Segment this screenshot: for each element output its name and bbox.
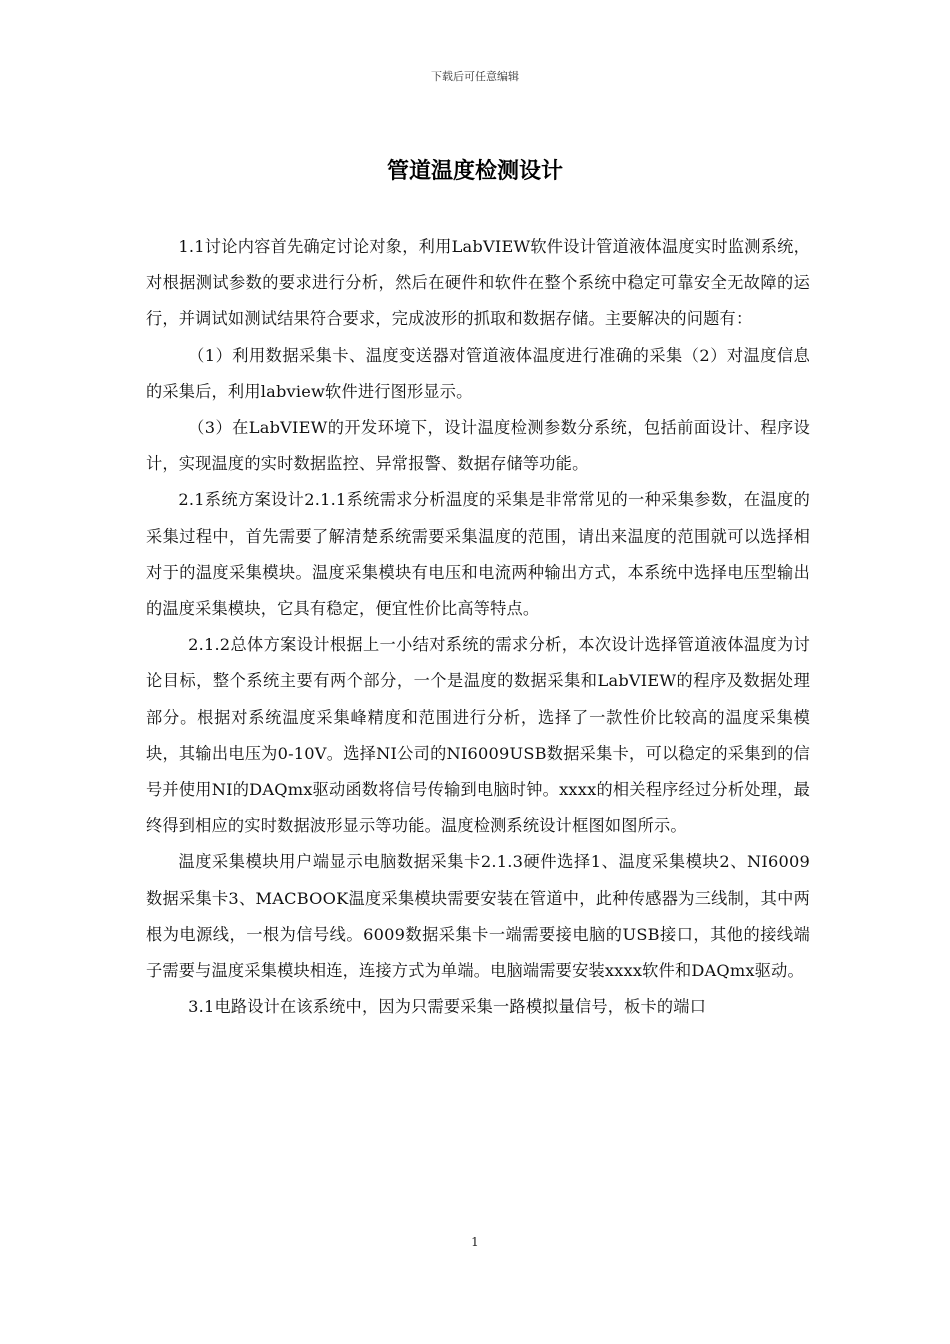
page-number: 1 <box>471 1235 479 1249</box>
paragraph-system-requirements: 2.1系统方案设计2.1.1系统需求分析温度的采集是非常常见的一种采集参数，在温度的采集过程中，首先需要了解清楚系统需要采集温度的范围，请出来温度的范围就可以选择相对于的温度采集模块。温度采集模块有电压和电流两种输出方式，本系统中选择电压型输出的温度采集模块，它具有稳定，便宜性价比高等特点。 <box>146 490 810 619</box>
paragraph-overall-design: 2.1.2总体方案设计根据上一小结对系统的需求分析，本次设计选择管道液体温度为讨论目标，整个系统主要有两个部分，一个是温度的数据采集和LabVIEW的程序及数据处理部分。根据对系统温度采集峰精度和范围进行分析，选择了一款性价比较高的温度采集模块，其输出电压为0-10V。选择NI公司的NI6009USB数据采集卡，可以稳定的采集到的信号并使用NI的DAQmx驱动函数将信号传输到电脑时钟。xxxx的相关程序经过分析处理，最终得到相应的实时数据波形显示等功能。温度检测系统设计框图如图所示。 <box>146 635 810 836</box>
paragraph-hardware-selection: 温度采集模块用户端显示电脑数据采集卡2.1.3硬件选择1、温度采集模块2、NI6009数据采集卡3、MACBOOK温度采集模块需要安装在管道中，此种传感器为三线制，其中两根为电源线，一根为信号线。6009数据采集卡一端需要接电脑的USB接口，其他的接线端子需要与温度采集模块相连，连接方式为单端。电脑端需要安装xxxx软件和DAQmx驱动。 <box>146 852 810 981</box>
paragraph-research-content: 1.1讨论内容首先确定讨论对象，利用LabVIEW软件设计管道液体温度实时监测系统，对根据测试参数的要求进行分析，然后在硬件和软件在整个系统中稳定可靠安全无故障的运行，并调试如测试结果符合要求，完成波形的抓取和数据存储。主要解决的问题有： <box>146 237 810 329</box>
header-note: 下载后可任意编辑 <box>431 70 519 83</box>
page-title: 管道温度检测设计 <box>386 159 563 184</box>
paragraph-problem-3: （3）在LabVIEW的开发环境下，设计温度检测参数分系统，包括前面设计、程序设计，实现温度的实时数据监控、异常报警、数据存储等功能。 <box>146 418 810 474</box>
paragraph-problem-1-2: （1）利用数据采集卡、温度变送器对管道液体温度进行准确的采集（2）对温度信息的采集后，利用labview软件进行图形显示。 <box>146 345 810 401</box>
paragraph-circuit-design: 3.1电路设计在该系统中，因为只需要采集一路模拟量信号，板卡的端口 <box>188 997 707 1017</box>
body-text <box>146 229 810 1025</box>
